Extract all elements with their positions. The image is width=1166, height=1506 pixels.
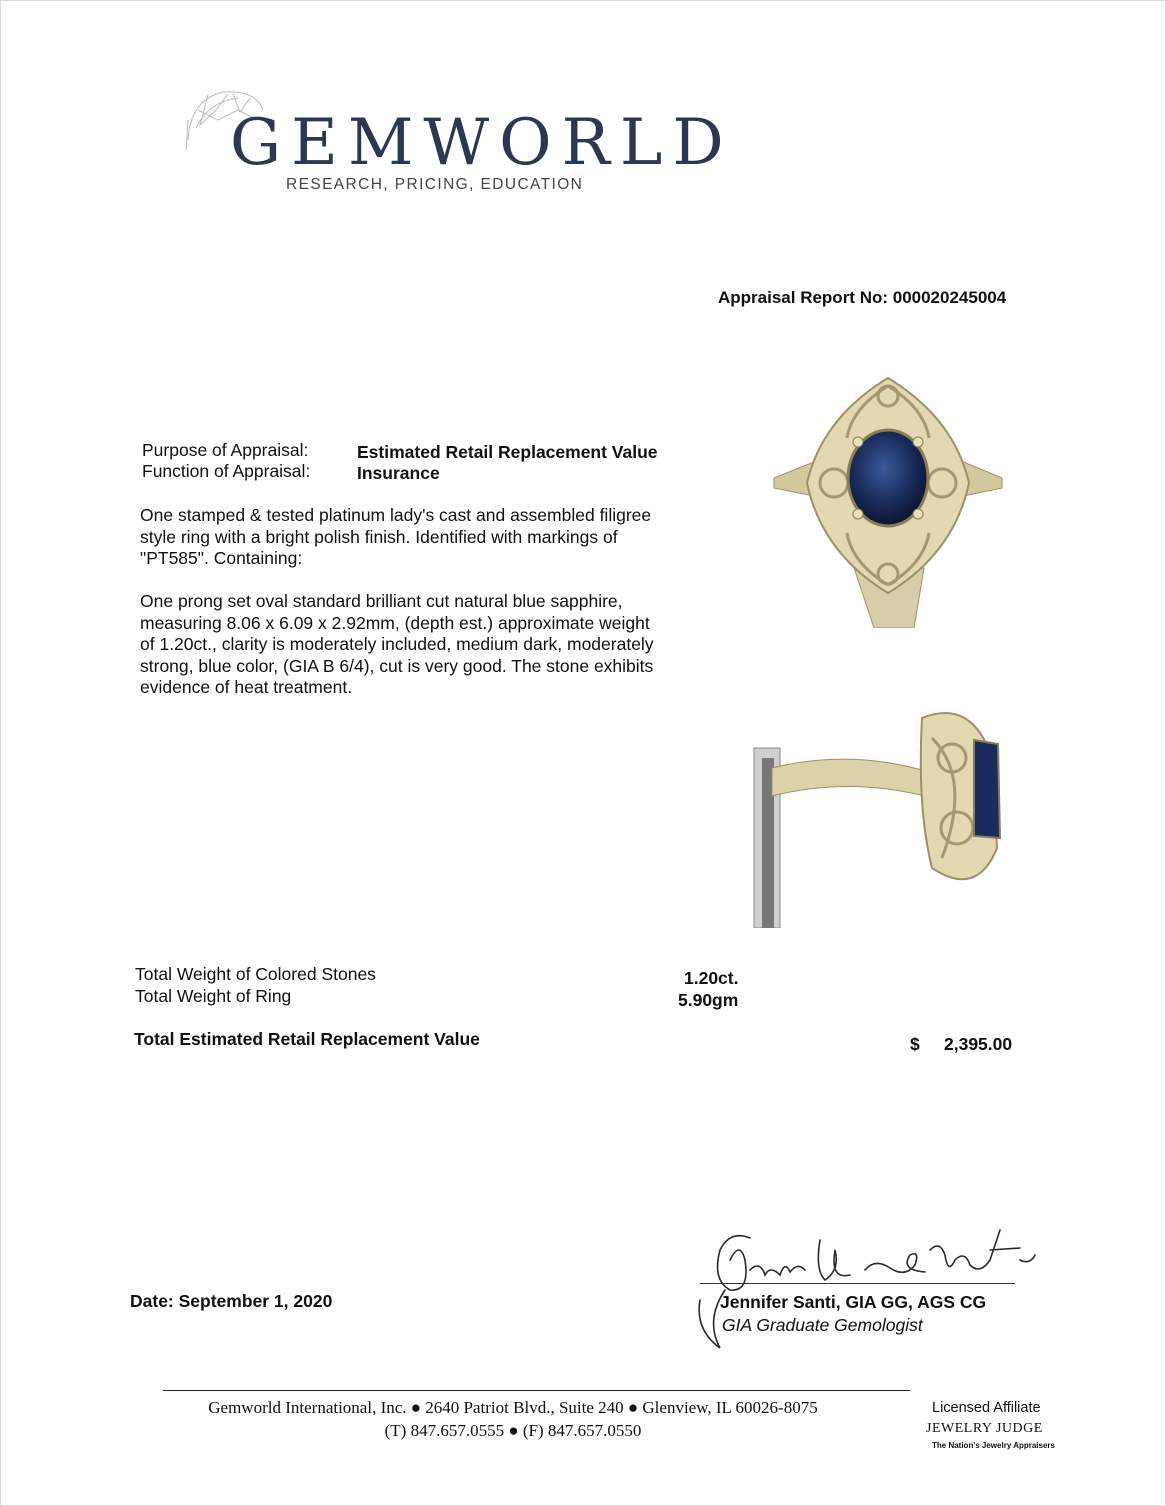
ring-side-view-photo	[752, 678, 1022, 928]
footer-address: Gemworld International, Inc. ● 2640 Patriot Blvd., Suite 240 ● Glenview, IL 60026-8075	[208, 1398, 818, 1417]
stone-description-line: of 1.20ct., clarity is moderately included, medium dark, moderately	[140, 634, 654, 654]
function-label: Function of Appraisal:	[142, 461, 311, 481]
affiliate-label: Licensed Affiliate	[932, 1400, 1041, 1416]
purpose-value: Estimated Retail Replacement Value	[357, 442, 658, 462]
ring-top-view-photo	[754, 338, 1022, 628]
ring-description-line: style ring with a bright polish finish. Identified with markings of	[140, 526, 618, 547]
footer-phone: (T) 847.657.0555 ● (F) 847.657.0550	[384, 1421, 642, 1440]
ring-weight-value: 5.90gm	[678, 990, 739, 1010]
footer-rule	[163, 1390, 910, 1391]
currency-symbol: $	[910, 1034, 920, 1054]
colored-stones-weight-value: 1.20ct.	[684, 968, 739, 988]
total-value-label: Total Estimated Retail Replacement Value	[134, 1029, 480, 1049]
stone-description-line: strong, blue color, (GIA B 6/4), cut is very good. The stone exhibits	[140, 655, 654, 676]
logo-tagline: RESEARCH, PRICING, EDUCATION	[286, 176, 584, 193]
stone-description-line: One prong set oval standard brilliant cut natural blue sapphire,	[140, 591, 623, 611]
ring-description	[140, 505, 700, 570]
ring-description-line: "PT585". Containing:	[140, 548, 303, 568]
appraisal-report-number: Appraisal Report No: 000020245004	[718, 288, 1007, 307]
stone-description-line: evidence of heat treatment.	[140, 677, 353, 697]
function-value: Insurance	[357, 463, 440, 483]
appraisal-date: Date: September 1, 2020	[130, 1291, 333, 1311]
signer-title: GIA Graduate Gemologist	[722, 1315, 923, 1335]
ring-description-line: One stamped & tested platinum lady's cast and assembled filigree	[140, 505, 652, 525]
signer-name: Jennifer Santi, GIA GG, AGS CG	[720, 1292, 987, 1312]
jewelry-judge-logo: JEWELRY JUDGE	[926, 1421, 1043, 1436]
purpose-label: Purpose of Appraisal:	[142, 440, 309, 460]
logo-wordmark: GEMWORLD	[230, 106, 734, 180]
affiliate-tagline: The Nation's Jewelry Appraisers	[932, 1441, 1055, 1450]
ring-weight-label: Total Weight of Ring	[135, 986, 292, 1006]
gemworld-logo	[178, 80, 734, 200]
signature-line	[700, 1283, 1015, 1284]
handwritten-signature	[690, 1220, 1060, 1360]
colored-stones-weight-label: Total Weight of Colored Stones	[135, 964, 376, 984]
stone-description-line: measuring 8.06 x 6.09 x 2.92mm, (depth est.) approximate weight	[140, 612, 650, 633]
stone-description	[140, 591, 700, 699]
total-value-amount: 2,395.00	[944, 1034, 1013, 1054]
